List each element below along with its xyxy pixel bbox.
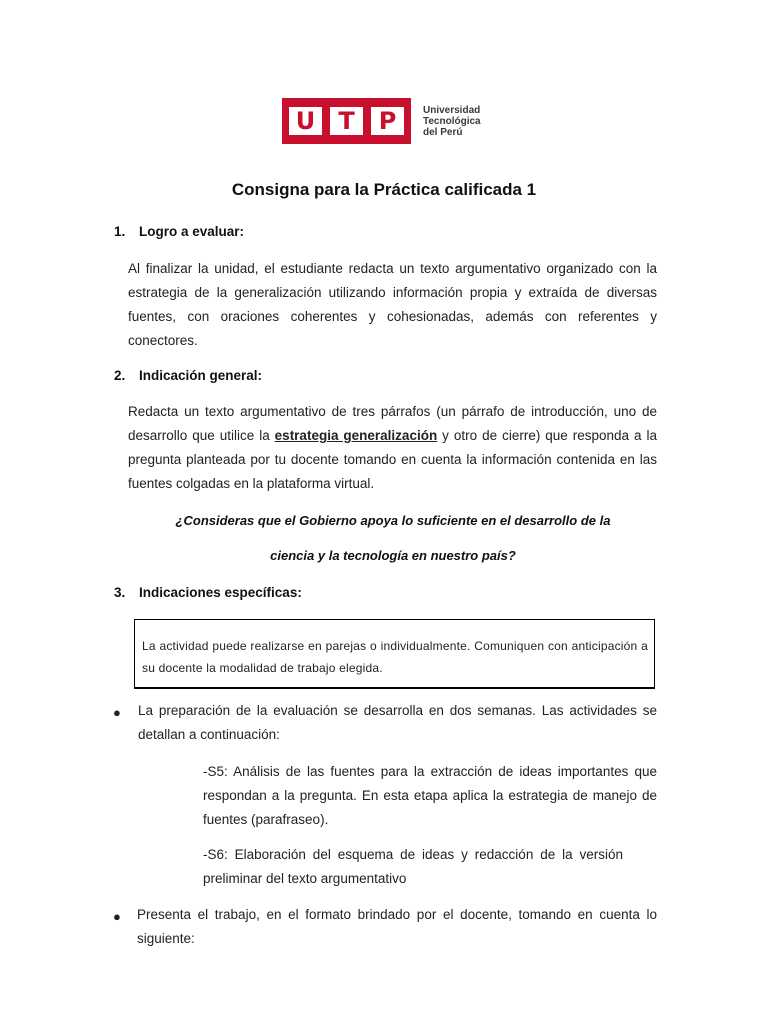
- section-number: 2.: [114, 368, 126, 383]
- page-title: Consigna para la Práctica calificada 1: [231, 180, 537, 199]
- logo-text-line: Tecnológica: [423, 115, 481, 127]
- logo-text-line: del Perú: [423, 126, 463, 138]
- bullet-text-preparacion: La preparación de la evaluación se desarrolla en dos semanas. Las actividades se detallan a continuación:: [138, 703, 657, 742]
- activity-s5: -S5: Análisis de las fuentes para la extracción de ideas importantes que respondan a la pregunta. En esta etapa aplica la estrategia de manejo de fuentes (parafraseo).: [203, 764, 657, 827]
- guiding-question-line-2: ciencia y la tecnología en nuestro país?: [270, 548, 516, 563]
- bullet-icon: ●: [113, 705, 121, 720]
- section-number: 1.: [114, 224, 126, 239]
- utp-logo: [282, 98, 481, 144]
- logo-text-line: Universidad: [423, 104, 481, 116]
- section-heading-text: Indicaciones específicas:: [139, 585, 302, 600]
- activity-s6: -S6: Elaboración del esquema de ideas y redacción de la versión preliminar del texto argumentativo: [203, 847, 623, 886]
- paragraph-text: y otro de cierre) que responda a la pregunta planteada por tu docente tomando en cuenta la información contenida en las fuentes colgadas en la plataforma virtual.: [128, 428, 657, 491]
- bullet-text-presenta: Presenta el trabajo, en el formato brindado por el docente, tomando en cuenta lo siguiente:: [137, 907, 657, 946]
- logro-paragraph: Al finalizar la unidad, el estudiante redacta un texto argumentativo organizado con la estrategia de la generalización utilizando información propia y extraída de diversas fuentes, con oraciones coherentes y cohesionadas, además con referentes y conectores.: [128, 261, 657, 348]
- logo-letter-t: T: [330, 107, 363, 135]
- section-heading-logro: [114, 224, 244, 239]
- logo-wordmark: [423, 105, 481, 138]
- bullet-icon: ●: [113, 909, 121, 924]
- section-heading-text: Logro a evaluar:: [139, 224, 245, 239]
- note-box: La actividad puede realizarse en parejas o individualmente. Comuniquen con anticipación a su docente la modalidad de trabajo elegida.: [134, 619, 655, 689]
- section-heading-text: Indicación general:: [139, 368, 263, 383]
- utp-logo-mark: [282, 98, 411, 144]
- logo-letter-u: U: [289, 107, 322, 135]
- indicacion-general-paragraph: [128, 400, 657, 496]
- emphasis-strategy: estrategia generalización: [274, 428, 438, 443]
- logo-letter-p: P: [371, 107, 404, 135]
- guiding-question-line-1: ¿Consideras que el Gobierno apoya lo suficiente en el desarrollo de la: [175, 513, 611, 528]
- section-heading-indicaciones-especificas: [114, 585, 302, 600]
- section-number: 3.: [114, 585, 126, 600]
- paragraph-text: Redacta un texto argumentativo de tres párrafos (un párrafo de introducción, uno de desarrollo que utilice la: [128, 404, 657, 443]
- section-heading-indicacion-general: [114, 368, 262, 383]
